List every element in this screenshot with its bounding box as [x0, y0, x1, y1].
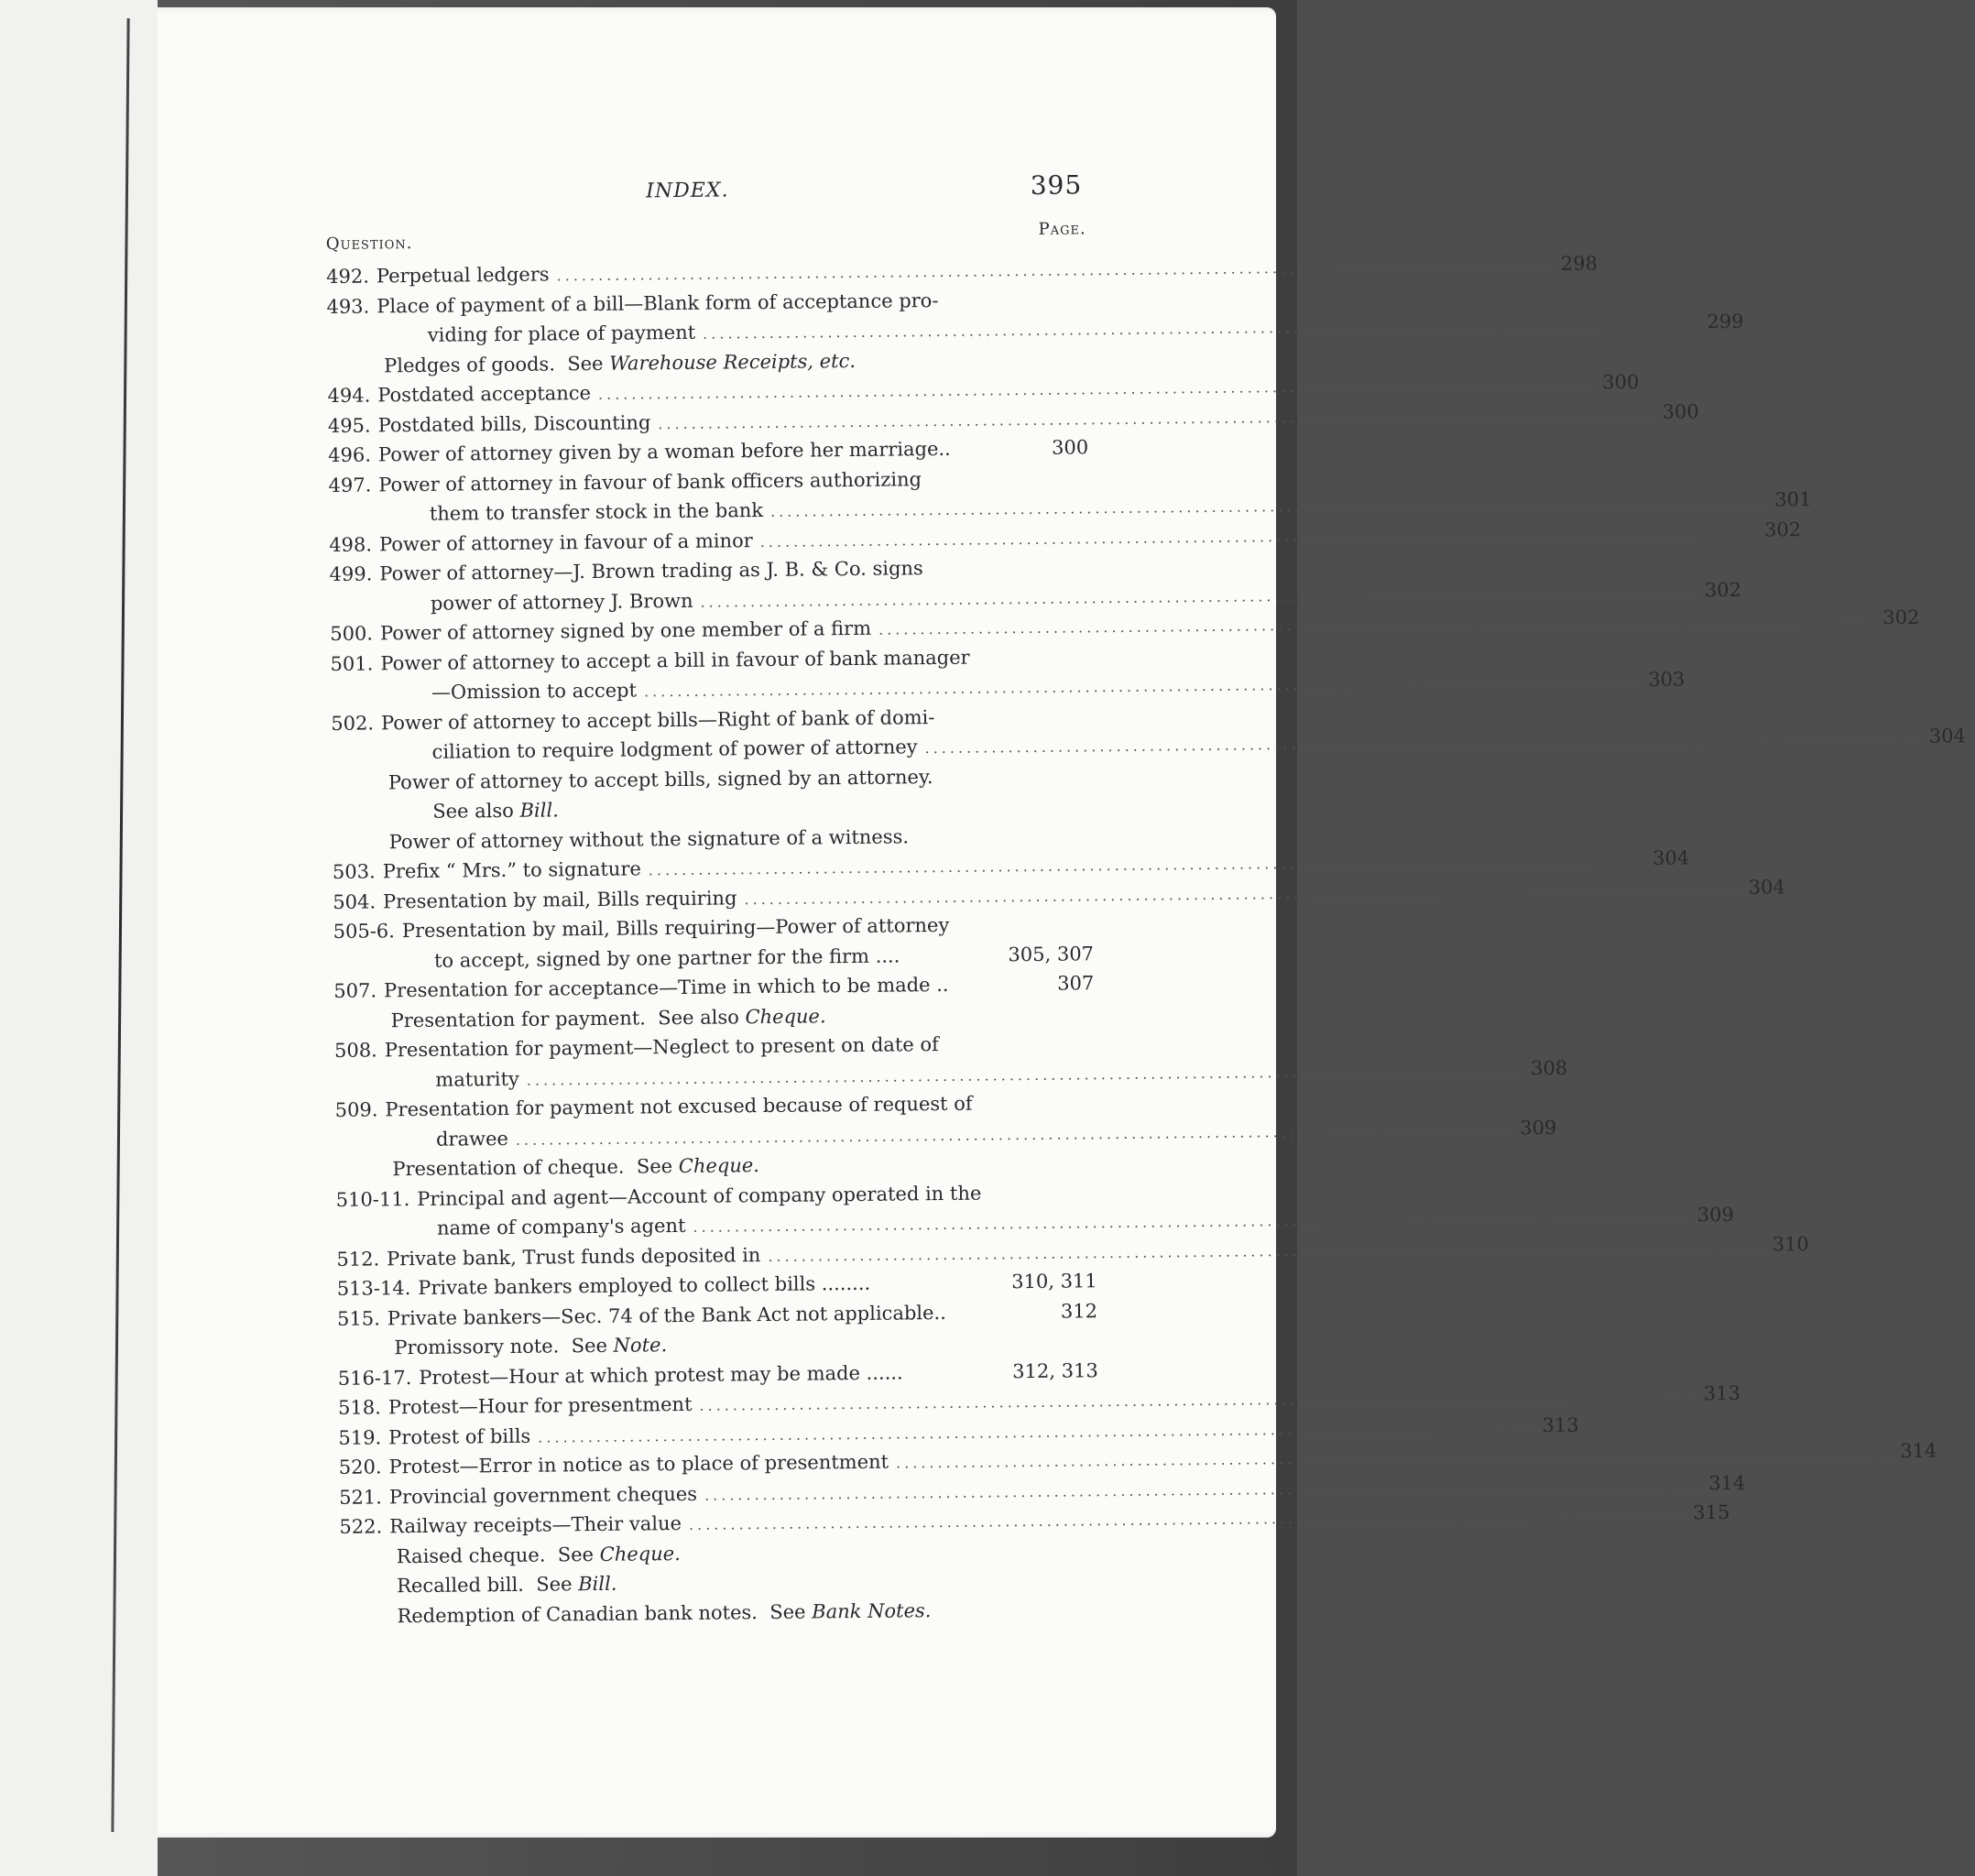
question-number: 496. [328, 443, 372, 466]
question-number: 500. [330, 622, 374, 645]
entry-text: Power of attorney signed by one member of a firm [379, 616, 872, 645]
page-reference: 315 [1693, 1501, 1730, 1524]
page-reference: 303 [1648, 668, 1686, 691]
index-entry [326, 284, 1744, 352]
page-reference: 302 [1704, 578, 1741, 601]
question-number: 503. [332, 860, 376, 883]
page-reference: 302 [1763, 518, 1802, 541]
page-reference: 304 [1652, 846, 1690, 869]
index-entry [335, 1177, 1734, 1245]
entry-text: Presentation for payment—Neglect to present on date of [384, 1033, 939, 1062]
question-number: 510-11. [335, 1187, 410, 1211]
gutter [0, 0, 158, 1876]
dot-leader: ........................................................................................................................ [658, 404, 1657, 432]
entry-text: name of company's agent [436, 1214, 686, 1239]
entry-text: Presentation by mail, Bills requiring [382, 886, 737, 912]
page-reference: 314 [1900, 1439, 1937, 1463]
dot-leader: ........................................................................................................................ [704, 1475, 1704, 1504]
page-reference: 300 [1602, 370, 1640, 394]
dot-leader: ........................................................................................................................ [648, 850, 1648, 879]
dot-leader: ........................................................................................................................ [895, 1444, 1895, 1472]
entry-text: Railway receipts—Their value [389, 1512, 682, 1538]
question-column-header: Question. [325, 234, 413, 254]
entry-text: Perpetual ledgers [376, 263, 550, 288]
entry-text: —Omission to accept [431, 679, 638, 704]
index-entry [333, 909, 1094, 976]
question-number: 501. [330, 651, 374, 675]
question-number: 521. [339, 1485, 383, 1509]
entry-text: Power of attorney to accept bills—Right of bank of domi- [380, 705, 935, 734]
page-reference: 310, 311 [1011, 1270, 1097, 1293]
dot-leader: ........................................................................................................................ [924, 728, 1924, 758]
page-reference: 309 [1697, 1203, 1734, 1227]
entry-text: Power of attorney to accept bills, signed by an attorney. [387, 765, 933, 793]
index-entries [326, 252, 1967, 1631]
page-reference: 300 [1051, 436, 1089, 459]
question-number: 507. [333, 979, 377, 1002]
dot-leader: ........................................................................................................................ [688, 1505, 1688, 1533]
dot-leader [911, 1378, 1008, 1379]
see-reference: Bank Notes. [812, 1598, 932, 1623]
entry-text: power of attorney J. Brown [430, 589, 693, 615]
entry-text: Private bankers employed to collect bills ........ [418, 1271, 871, 1300]
page-reference: 300 [1662, 399, 1699, 423]
index-entry [334, 1087, 1557, 1155]
page-reference: 304 [1928, 725, 1967, 747]
entry-text: Presentation of cheque. See [392, 1155, 679, 1181]
entry-text: Postdated bills, Discounting [377, 410, 651, 436]
entry-text: Prefix “ Mrs.” to signature [382, 857, 641, 883]
question-number: 508. [333, 1039, 377, 1062]
question-number: 497. [328, 473, 372, 496]
entry-text: Protest of bills [388, 1424, 531, 1448]
entry-text: Presentation for acceptance—Time in which to be made .. [383, 973, 949, 1002]
page-reference: 312 [1060, 1299, 1098, 1323]
running-head [325, 166, 1086, 214]
dot-leader [958, 454, 1046, 455]
entry-text: Private bankers—Sec. 74 of the Bank Act not applicable.. [387, 1301, 946, 1329]
dot-leader: ........................................................................................................................ [693, 1207, 1692, 1236]
question-number: 513-14. [336, 1277, 411, 1300]
page-reference: 312, 313 [1012, 1358, 1098, 1382]
question-number: 509. [334, 1098, 378, 1121]
question-number: 518. [337, 1396, 381, 1419]
entry-text: Principal and agent—Account of company operated in the [417, 1182, 982, 1210]
question-number: 498. [329, 532, 373, 556]
entry-text: Provincial government cheques [388, 1482, 698, 1508]
page-reference: 305, 307 [1008, 942, 1095, 965]
index-entry [329, 551, 1741, 619]
entry-text: them to transfer stock in the bank [429, 499, 764, 525]
question-number: 519. [338, 1425, 382, 1449]
entry-text: Promissory note. See [394, 1334, 614, 1359]
entry-text: Power of attorney in favour of a minor [378, 529, 753, 555]
dot-leader: ........................................................................................................................ [768, 1237, 1767, 1265]
entry-text: Presentation for payment. See also [390, 1005, 746, 1031]
entry-text: Place of payment of a bill—Blank form of acceptance pro- [376, 289, 939, 317]
page-reference: 308 [1530, 1056, 1568, 1079]
dot-leader: ........................................................................................................................ [538, 1417, 1537, 1446]
dot-leader: ........................................................................................................................ [700, 582, 1699, 611]
page-reference: 304 [1748, 875, 1785, 899]
dot-leader: ........................................................................................................................ [597, 375, 1598, 403]
entry-text: Postdated acceptance [377, 381, 592, 407]
question-number: 520. [338, 1456, 382, 1478]
page-reference: 307 [1057, 972, 1095, 995]
entry-text: drawee [435, 1127, 509, 1151]
dot-leader [907, 961, 1002, 962]
entry-text: Protest—Hour at which protest may be made ...... [419, 1360, 903, 1389]
entry-text: to accept, signed by one partner for the firm .... [433, 943, 900, 972]
question-number: 515. [336, 1306, 380, 1330]
entry-text: Redemption of Canadian bank notes. See [397, 1600, 813, 1627]
dot-leader [878, 1288, 1006, 1289]
entry-text: ciliation to require lodgment of power of attorney [431, 736, 918, 763]
entry-text: Presentation for payment not excused because of request of [385, 1092, 973, 1121]
see-reference: Bill. [578, 1572, 617, 1596]
entry-text: Raised cheque. See [396, 1543, 600, 1567]
entry-text: Power of attorney to accept a bill in favour of bank manager [380, 646, 970, 674]
entry-text: See also [432, 799, 520, 823]
page-reference: 313 [1542, 1413, 1579, 1436]
dot-leader: ........................................................................................................................ [744, 879, 1743, 908]
page-reference: 314 [1708, 1471, 1746, 1494]
page-title: INDEX. [646, 179, 729, 203]
question-number: 516-17. [337, 1366, 412, 1390]
question-number: 502. [331, 711, 375, 735]
dot-leader: ........................................................................................................................ [878, 610, 1878, 638]
question-number: 495. [327, 413, 371, 437]
dot-leader: ........................................................................................................................ [699, 1386, 1698, 1414]
entry-text: Protest—Error in notice as to place of presentment [388, 1450, 889, 1478]
index-entry [333, 1028, 1568, 1096]
entry-text: Recalled bill. See [397, 1573, 579, 1598]
entry-text: Power of attorney in favour of bank officers authorizing [378, 467, 922, 496]
see-reference: Note. [613, 1334, 668, 1357]
see-reference: Cheque. [745, 1004, 826, 1028]
question-number: 494. [327, 384, 371, 407]
question-number: 505-6. [333, 920, 396, 943]
question-number: 499. [329, 562, 373, 585]
see-reference: Warehouse Receipts, etc. [609, 349, 857, 375]
index-entry [330, 641, 1686, 709]
page-reference: 302 [1882, 605, 1920, 629]
page-column-header: Page. [1038, 219, 1086, 239]
page-reference: 313 [1703, 1381, 1740, 1405]
entry-text: Power of attorney given by a woman before her marriage.. [377, 437, 951, 466]
dot-leader [954, 1317, 1055, 1318]
entry-text: viding for place of payment [427, 321, 696, 346]
see-reference: Bill. [519, 799, 559, 822]
dot-leader: ........................................................................................................................ [643, 671, 1643, 701]
dot-leader: ........................................................................................................................ [703, 314, 1702, 343]
dot-leader: ........................................................................................................................ [556, 256, 1555, 285]
question-number: 522. [339, 1515, 383, 1538]
entry-text: Presentation by mail, Bills requiring—Power of attorney [401, 913, 950, 943]
see-reference: Cheque. [678, 1154, 760, 1178]
entry-text: maturity [435, 1067, 519, 1091]
page-reference: 310 [1772, 1232, 1809, 1256]
index-entry [332, 760, 1093, 828]
dot-leader: ........................................................................................................................ [515, 1119, 1515, 1149]
index-entry [331, 701, 1967, 769]
entry-text: Power of attorney—J. Brown trading as J. B. & Co. signs [379, 557, 923, 585]
dot-leader: ........................................................................................................................ [769, 492, 1770, 520]
page-reference: 299 [1707, 310, 1744, 333]
dot-leader: ........................................................................................................................ [526, 1060, 1526, 1089]
entry-text: Pledges of goods. See [384, 352, 610, 376]
entry-text: Protest—Hour for presentment [387, 1392, 693, 1419]
question-number: 512. [336, 1247, 380, 1271]
dot-leader [956, 990, 1053, 991]
question-number: 493. [326, 295, 370, 318]
question-number: 492. [326, 265, 370, 288]
dot-leader: ........................................................................................................................ [759, 522, 1760, 551]
page-reference: 298 [1560, 252, 1599, 275]
index-content [325, 166, 1967, 1631]
entry-text: Power of attorney without the signature of a witness. [388, 824, 910, 853]
question-number: 504. [333, 889, 376, 913]
see-reference: Cheque. [599, 1542, 681, 1565]
page-number: 395 [1030, 169, 1083, 201]
entry-text: Private bank, Trust funds deposited in [387, 1243, 761, 1270]
page-reference: 301 [1774, 488, 1812, 511]
page-reference: 309 [1520, 1116, 1557, 1139]
